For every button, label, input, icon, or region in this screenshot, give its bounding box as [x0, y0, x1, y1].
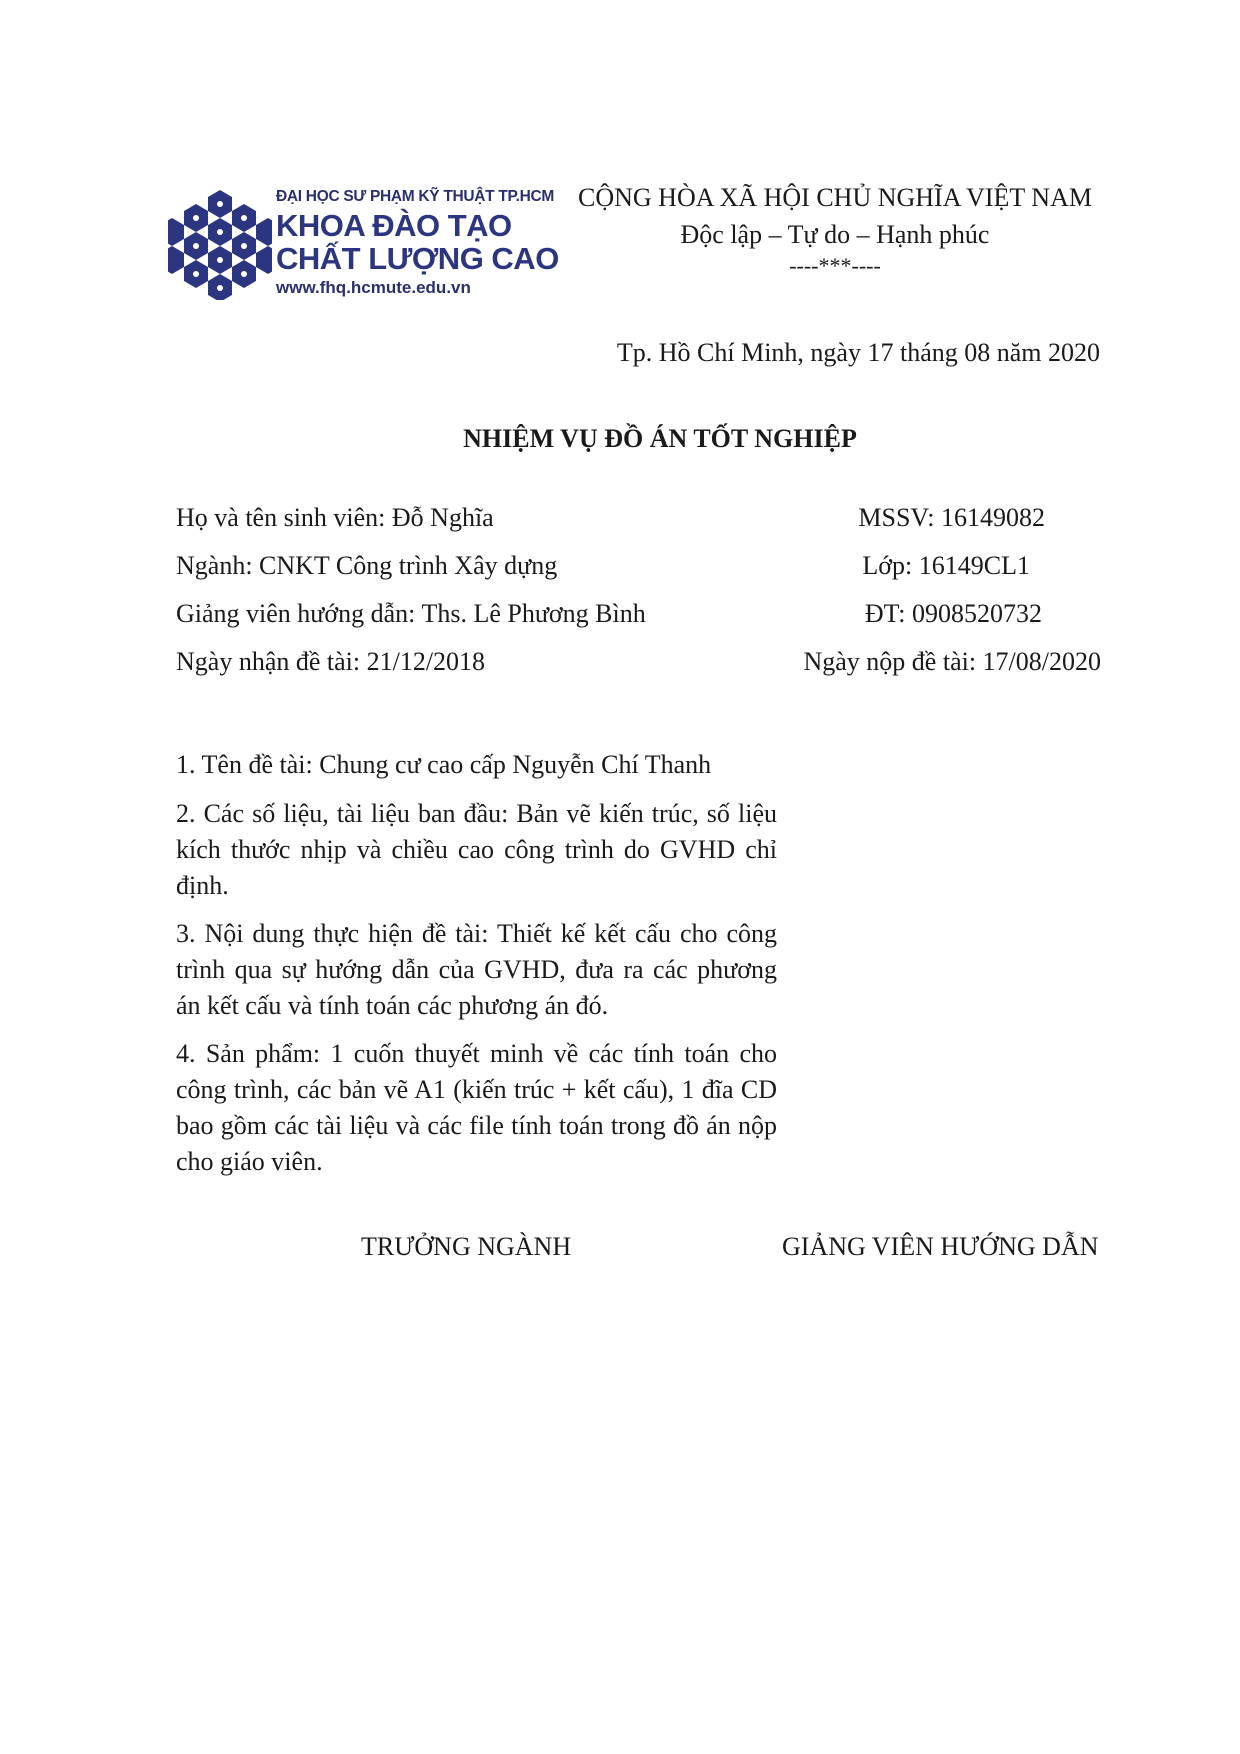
logo-text	[276, 188, 559, 298]
national-motto: Độc lập – Tự do – Hạnh phúc	[680, 220, 990, 249]
date-line: Tp. Hồ Chí Minh, ngày 17 tháng 08 năm 2020	[616, 338, 1100, 367]
national-title: CỘNG HÒA XÃ HỘI CHỦ NGHĨA VIỆT NAM	[578, 183, 1092, 212]
submitted-date: Ngày nộp đề tài: 17/08/2020	[803, 647, 1101, 676]
phone: ĐT: 0908520732	[864, 599, 1042, 628]
student-name: Họ và tên sinh viên: Đỗ Nghĩa	[176, 503, 494, 532]
logo-university-name: ĐẠI HỌC SƯ PHẠM KỸ THUẬT TP.HCM	[276, 188, 554, 205]
university-logo	[168, 188, 559, 300]
logo-faculty-line1: KHOA ĐÀO TẠO	[276, 208, 512, 243]
item-topic-name: 1. Tên đề tài: Chung cư cao cấp Nguyễn Chí Thanh	[176, 750, 712, 779]
major: Ngành: CNKT Công trình Xây dựng	[176, 551, 558, 580]
signature-advisor: GIẢNG VIÊN HƯỚNG DẪN	[782, 1232, 1099, 1261]
document-title: NHIỆM VỤ ĐỒ ÁN TỐT NGHIỆP	[463, 424, 857, 453]
item-initial-data: 2. Các số liệu, tài liệu ban đầu: Bản vẽ kiến trúc, số liệu kích thước nhịp và chiều cao công trình do GVHD chỉ định.	[176, 799, 777, 900]
advisor: Giảng viên hướng dẫn: Ths. Lê Phương Bình	[176, 599, 646, 628]
student-id: MSSV: 16149082	[858, 503, 1045, 532]
hexagon-logo-icon	[168, 188, 272, 300]
received-date: Ngày nhận đề tài: 21/12/2018	[176, 647, 486, 676]
class: Lớp: 16149CL1	[862, 551, 1030, 580]
logo-website: www.fhq.hcmute.edu.vn	[276, 278, 471, 297]
national-separator: ----***----	[789, 253, 881, 278]
signature-head-of-major: TRƯỞNG NGÀNH	[361, 1232, 572, 1261]
item-products: 4. Sản phẩm: 1 cuốn thuyết minh về các tính toán cho công trình, các bản vẽ A1 (kiến trúc + kết cấu), 1 đĩa CD bao gồm các tài liệu và các file tính toán trong đồ án nộp cho giáo viên.	[176, 1039, 777, 1176]
logo-faculty-line2: CHẤT LƯỢNG CAO	[276, 241, 559, 276]
item-content: 3. Nội dung thực hiện đề tài: Thiết kế kết cấu cho công trình qua sự hướng dẫn của GVHD, đưa ra các phương án kết cấu và tính toán các phương án đó.	[176, 919, 777, 1020]
